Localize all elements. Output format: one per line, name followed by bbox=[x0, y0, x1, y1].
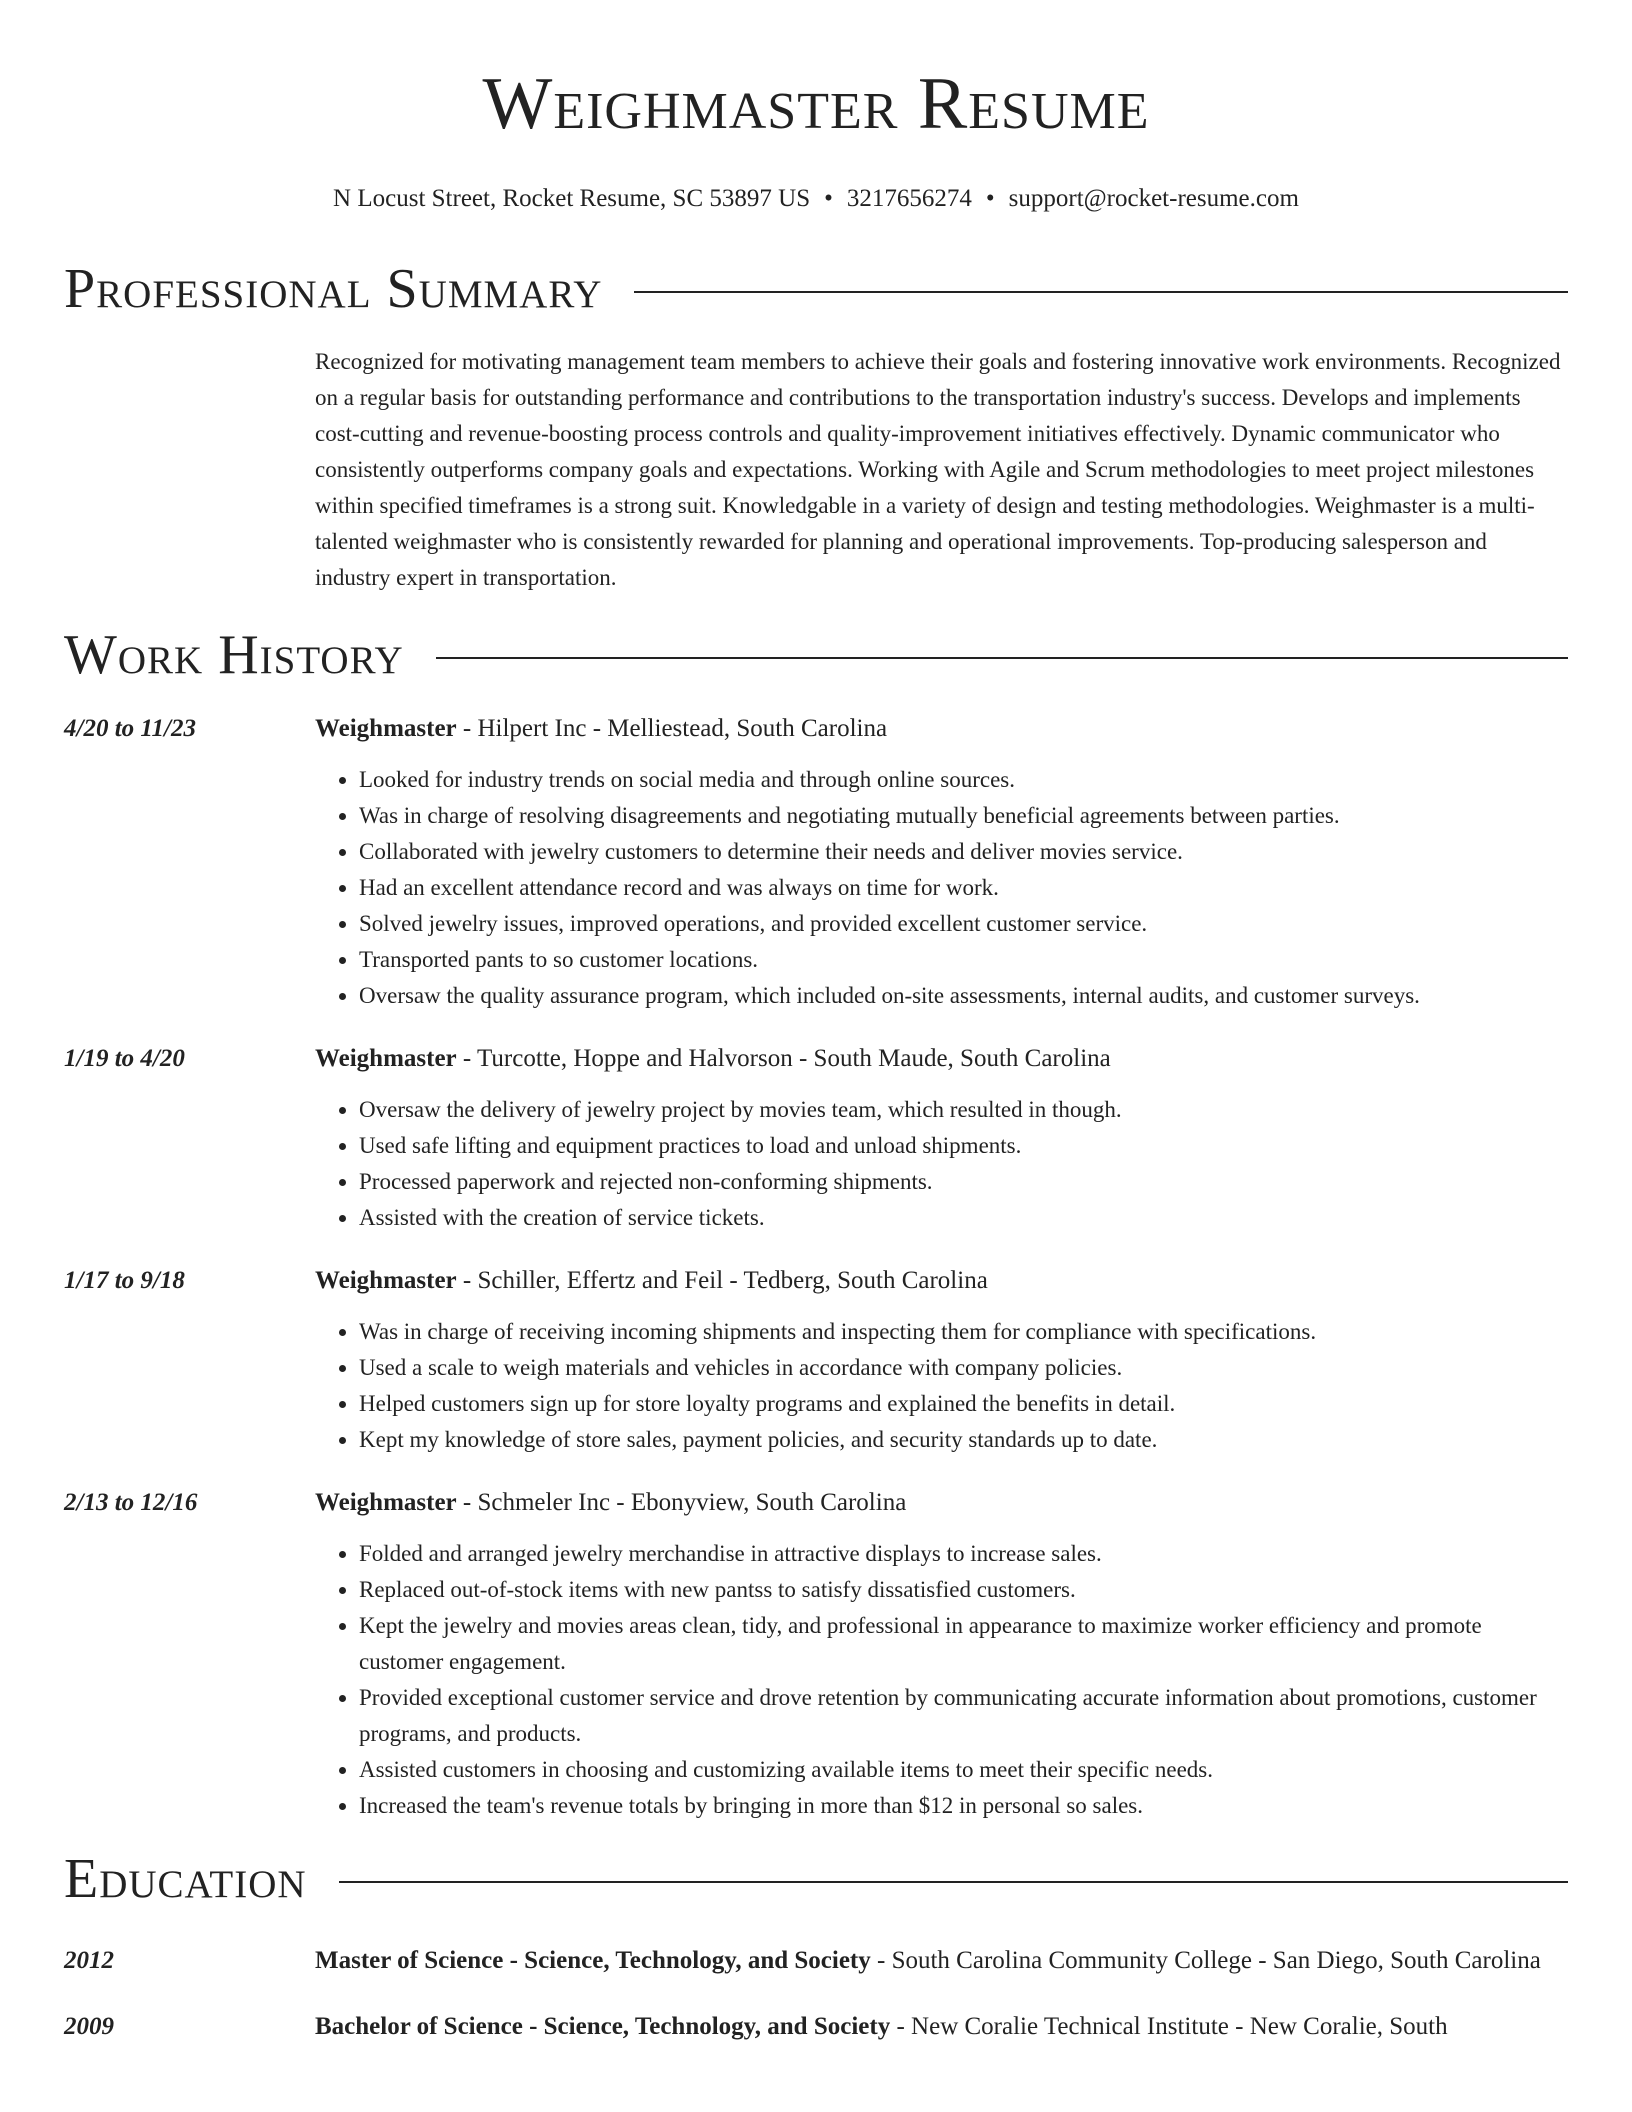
job-heading bbox=[315, 1040, 1568, 1078]
job-bullet: • Helped customers sign up for store loyalty programs and explained the benefits in detail. bbox=[359, 1386, 1568, 1422]
job-bullet: • Processed paperwork and rejected non-conforming shipments. bbox=[359, 1164, 1568, 1200]
job-company: - Schiller, Effertz and Feil - Tedberg, South Carolina bbox=[456, 1267, 988, 1294]
job-heading bbox=[315, 1484, 1568, 1522]
job-bullet: • Collaborated with jewelry customers to determine their needs and deliver movies service. bbox=[359, 834, 1568, 870]
job-heading bbox=[315, 710, 1568, 748]
summary-text: Recognized for motivating management team members to achieve their goals and fostering innovative work environments. Recognized on a regular basis for outstanding performance and contributions to the transportation industry's success. Develops and implements cost-cutting and revenue-boosting process controls and quality-improvement initiatives effectively. Dynamic communicator who consistently outperforms company goals and expectations. Working with Agile and Scrum methodologies to meet project milestones within specified timeframes is a strong suit. Knowledgable in a variety of design and testing methodologies. Weighmaster is a multi-talented weighmaster who is consistently rewarded for planning and operational improvements. Top-producing salesperson and industry expert in transportation. bbox=[315, 349, 1561, 590]
education-school: - South Carolina Community College - San Diego, South Carolina bbox=[870, 1947, 1541, 1974]
section-divider bbox=[436, 657, 1568, 659]
work-section-title: Work History bbox=[64, 624, 404, 686]
job-dates: 2/13 to 12/16 bbox=[64, 1489, 198, 1516]
job-dates: 4/20 to 11/23 bbox=[64, 715, 196, 742]
job-role: Weighmaster bbox=[315, 715, 457, 742]
job-bullet: • Folded and arranged jewelry merchandise in attractive displays to increase sales. bbox=[359, 1536, 1568, 1572]
job-body bbox=[315, 710, 1568, 1014]
job-bullet: • Transported pants to so customer locations. bbox=[359, 942, 1568, 978]
education-entry bbox=[64, 1942, 1568, 1980]
contact-email: support@rocket-resume.com bbox=[1008, 185, 1299, 212]
job-entry bbox=[64, 1484, 1568, 1824]
job-body bbox=[315, 1040, 1568, 1236]
job-bullet: • Kept the jewelry and movies areas clean, tidy, and professional in appearance to maximize worker efficiency and promote customer engagement. bbox=[359, 1608, 1568, 1680]
job-bullet: • Solved jewelry issues, improved operations, and provided excellent customer service. bbox=[359, 906, 1568, 942]
education-list bbox=[64, 1942, 1568, 2046]
job-entry bbox=[64, 1040, 1568, 1236]
job-body bbox=[315, 1484, 1568, 1824]
job-entry bbox=[64, 710, 1568, 1014]
contact-phone: 3217656274 bbox=[846, 185, 972, 212]
job-body bbox=[315, 1262, 1568, 1458]
job-bullet: • Provided exceptional customer service and drove retention by communicating accurate information about promotions, customer programs, and products. bbox=[359, 1680, 1568, 1752]
summary-section-title: Professional Summary bbox=[64, 258, 603, 320]
section-divider bbox=[634, 291, 1568, 293]
contact-address: N Locust Street, Rocket Resume, SC 53897 US bbox=[333, 185, 811, 212]
job-dates: 1/19 to 4/20 bbox=[64, 1045, 185, 1072]
job-bullet: • Was in charge of receiving incoming shipments and inspecting them for compliance with specifications. bbox=[359, 1314, 1568, 1350]
job-bullet: • Oversaw the quality assurance program, which included on-site assessments, internal audits, and customer surveys. bbox=[359, 978, 1568, 1014]
job-entry bbox=[64, 1262, 1568, 1458]
contact-separator: • bbox=[824, 185, 833, 212]
job-company: - Turcotte, Hoppe and Halvorson - South Maude, South Carolina bbox=[456, 1045, 1111, 1072]
resume-title: Weighmaster Resume bbox=[482, 63, 1150, 145]
education-school: - New Coralie Technical Institute - New Coralie, South bbox=[890, 2013, 1448, 2040]
job-heading bbox=[315, 1262, 1568, 1300]
job-company: - Schmeler Inc - Ebonyview, South Carolina bbox=[456, 1489, 907, 1516]
education-section-title: Education bbox=[64, 1848, 307, 1910]
job-company: - Hilpert Inc - Melliestead, South Carolina bbox=[456, 715, 888, 742]
work-section-header bbox=[64, 622, 1568, 688]
job-bullet: • Oversaw the delivery of jewelry project by movies team, which resulted in though. bbox=[359, 1092, 1568, 1128]
summary-section-header bbox=[64, 256, 1568, 322]
job-bullet: • Looked for industry trends on social media and through online sources. bbox=[359, 762, 1568, 798]
work-history-list bbox=[64, 710, 1568, 1824]
job-bullets bbox=[315, 762, 1568, 1014]
job-bullet: • Was in charge of resolving disagreements and negotiating mutually beneficial agreements between parties. bbox=[359, 798, 1568, 834]
job-bullets bbox=[315, 1536, 1568, 1824]
education-body bbox=[315, 2008, 1568, 2046]
job-bullet: • Used safe lifting and equipment practices to load and unload shipments. bbox=[359, 1128, 1568, 1164]
job-bullets bbox=[315, 1092, 1568, 1236]
education-year: 2012 bbox=[64, 1947, 114, 1974]
job-bullets bbox=[315, 1314, 1568, 1458]
job-bullet: • Assisted customers in choosing and customizing available items to meet their specific needs. bbox=[359, 1752, 1568, 1788]
education-degree: Master of Science - Science, Technology, and Society bbox=[315, 1947, 871, 1974]
job-bullet: • Used a scale to weigh materials and vehicles in accordance with company policies. bbox=[359, 1350, 1568, 1386]
education-body bbox=[315, 1942, 1568, 1980]
job-role: Weighmaster bbox=[315, 1267, 457, 1294]
section-divider bbox=[339, 1881, 1568, 1883]
education-entry bbox=[64, 2008, 1568, 2046]
contact-line bbox=[64, 182, 1568, 216]
job-role: Weighmaster bbox=[315, 1489, 457, 1516]
contact-separator: • bbox=[985, 185, 995, 212]
job-role: Weighmaster bbox=[315, 1045, 457, 1072]
job-bullet: • Kept my knowledge of store sales, payment policies, and security standards up to date. bbox=[359, 1422, 1568, 1458]
job-bullet: • Replaced out-of-stock items with new pantss to satisfy dissatisfied customers. bbox=[359, 1572, 1568, 1608]
job-bullet: • Assisted with the creation of service tickets. bbox=[359, 1200, 1568, 1236]
job-bullet: • Had an excellent attendance record and was always on time for work. bbox=[359, 870, 1568, 906]
job-bullet: • Increased the team's revenue totals by bringing in more than $12 in personal so sales. bbox=[359, 1788, 1568, 1824]
education-degree: Bachelor of Science - Science, Technology, and Society bbox=[315, 2013, 891, 2040]
education-section-header bbox=[64, 1846, 1568, 1912]
job-dates: 1/17 to 9/18 bbox=[64, 1267, 185, 1294]
education-year: 2009 bbox=[64, 2013, 114, 2040]
